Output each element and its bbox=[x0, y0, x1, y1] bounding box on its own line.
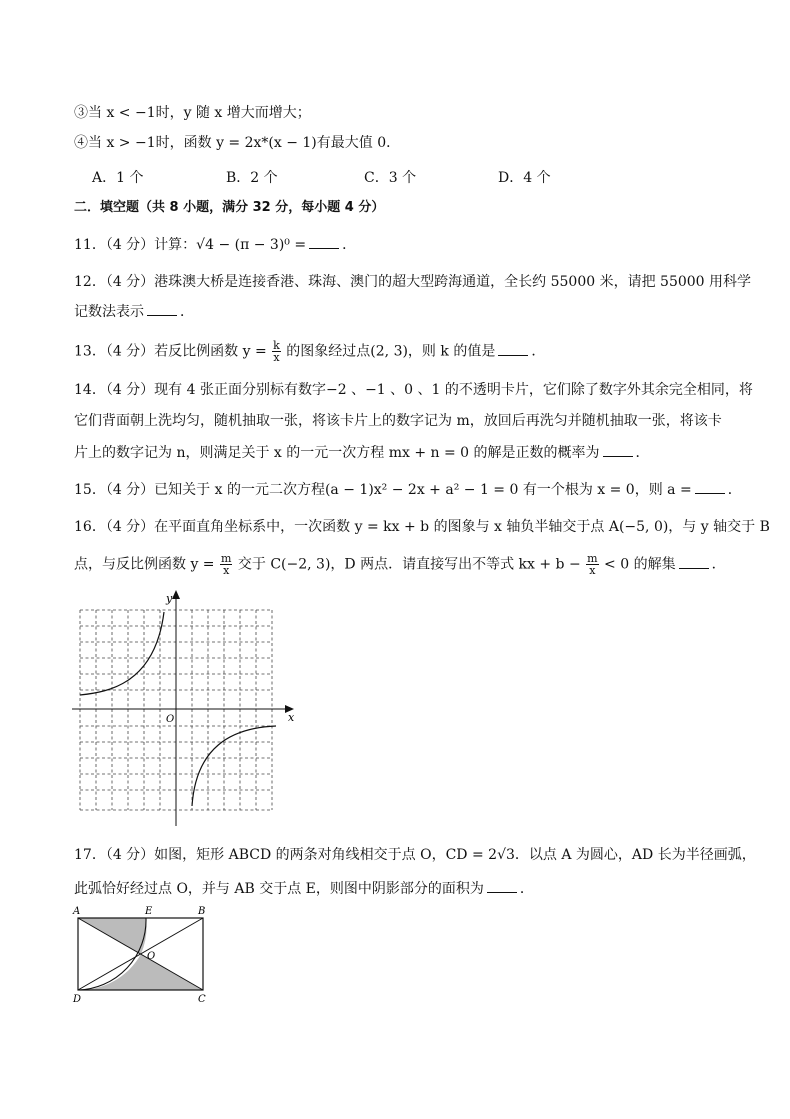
point-label-b: B bbox=[198, 906, 206, 917]
q13-frac-num: k bbox=[273, 339, 280, 352]
question-12-line2: 记数法表示 ． bbox=[74, 304, 194, 320]
q14-answer-blank bbox=[603, 444, 633, 457]
q17-answer-blank bbox=[487, 880, 517, 893]
x-axis-label: x bbox=[288, 711, 295, 724]
q13-post: 的图象经过点(2, 3)，则 k 的值是 bbox=[286, 343, 496, 360]
question-15: 15．（4 分）已知关于 x 的一元二次方程(a − 1)x² − 2x + a² − 1 = 0 有一个根为 x = 0，则 a = ． bbox=[74, 482, 742, 498]
point-label-o: O bbox=[147, 951, 156, 962]
question-17-line2: 此弧恰好经过点 O，并与 AB 交于点 E，则图中阴影部分的面积为 ． bbox=[74, 881, 534, 897]
q16-answer-blank bbox=[679, 556, 709, 569]
q12-answer-blank bbox=[147, 303, 177, 316]
q17-line2-text: 此弧恰好经过点 O，并与 AB 交于点 E，则图中阴影部分的面积为 bbox=[74, 881, 484, 897]
question-12-line1: 12．（4 分）港珠澳大桥是连接香港、珠海、澳门的超大型跨海通道，全长约 55000 米，请把 55000 用科学 bbox=[74, 274, 752, 290]
shaded-region-bottom bbox=[78, 954, 203, 990]
q16-coordinate-graph bbox=[70, 588, 300, 828]
q16-frac2-den: x bbox=[589, 564, 596, 577]
q12-line2-text: 记数法表示 bbox=[74, 304, 144, 320]
q17-rectangle-figure bbox=[70, 903, 220, 1005]
question-14-line3: 片上的数字记为 n，则满足关于 x 的一元一次方程 mx + n = 0 的解是正数的概率为 ． bbox=[74, 445, 650, 461]
question-14-line2: 它们背面朝上洗均匀，随机抽取一张，将该卡片上的数字记为 m，放回后再洗匀并随机抽取一张，将该卡 bbox=[74, 413, 722, 429]
question-11: 11．（4 分）计算：√4 − (π − 3)⁰ = ． bbox=[74, 237, 357, 253]
origin-label: O bbox=[166, 714, 175, 725]
option-c: C．3 个 bbox=[364, 170, 417, 186]
hyperbola-branch-lower-right bbox=[192, 726, 276, 806]
statement-3: ③当 x < −1时，y 随 x 增大而增大； bbox=[74, 105, 311, 121]
point-label-c: C bbox=[198, 994, 206, 1005]
q13-answer-blank bbox=[498, 343, 528, 356]
q16-line2-mid: 交于 C(−2, 3)，D 两点．请直接写出不等式 kx + b − bbox=[237, 556, 581, 573]
section-title-fill-in: 二．填空题（共 8 小题，满分 32 分，每小题 4 分） bbox=[74, 200, 385, 215]
q13-frac-den: x bbox=[273, 351, 280, 364]
question-14-line1: 14．（4 分）现有 4 张正面分别标有数字−2 、−1 、0 、1 的不透明卡片，它们除了数字外其余完全相同，将 bbox=[74, 382, 753, 398]
question-13: 13．（4 分）若反比例函数 y = $\frac{k}{x}$ 的图象经过点(2, 3)，则 k 的值是 ． bbox=[74, 339, 546, 364]
statement-4: ④当 x > −1时，函数 y = 2x*(x − 1)有最大值 0． bbox=[74, 135, 401, 151]
option-b: B．2 个 bbox=[226, 170, 278, 186]
question-16-line1: 16．（4 分）在平面直角坐标系中，一次函数 y = kx + b 的图象与 x 轴负半轴交于点 A(−5, 0)，与 y 轴交于 B bbox=[74, 519, 770, 535]
point-label-e: E bbox=[145, 906, 153, 917]
q11-label: 11．（4 分）计算： bbox=[74, 237, 197, 253]
q16-frac2-num: m bbox=[587, 552, 598, 565]
option-a: A．1 个 bbox=[92, 170, 144, 186]
point-label-a: A bbox=[73, 906, 81, 917]
q11-answer-blank bbox=[309, 236, 339, 249]
q14-line3-text: 片上的数字记为 n，则满足关于 x 的一元一次方程 mx + n = 0 的解是正数的概率为 bbox=[74, 445, 600, 461]
option-d: D．4 个 bbox=[498, 170, 551, 186]
q16-frac1-den: x bbox=[223, 564, 230, 577]
q16-frac1-num: m bbox=[221, 552, 232, 565]
point-label-d: D bbox=[73, 994, 82, 1005]
q11-expression: √4 − (π − 3)⁰ = bbox=[196, 237, 307, 253]
q15-text: 15．（4 分）已知关于 x 的一元二次方程(a − 1)x² − 2x + a² − 1 = 0 有一个根为 x = 0，则 a = bbox=[74, 482, 692, 498]
y-axis-label: y bbox=[166, 592, 173, 605]
question-16-line2: 点，与反比例函数 y = $\frac{m}{x}$ 交于 C(−2, 3)，D 两点．请直接写出不等式 kx + b − $\frac{m}{x}$ < 0 的解集 ． bbox=[74, 552, 726, 577]
q16-fraction-1 bbox=[220, 553, 232, 576]
hyperbola-branch-upper-left bbox=[80, 612, 164, 695]
q16-line2-pre: 点，与反比例函数 y = bbox=[74, 556, 215, 573]
q16-fraction-2 bbox=[586, 553, 598, 576]
y-axis-arrow bbox=[172, 590, 180, 599]
q15-answer-blank bbox=[695, 481, 725, 494]
q16-line2-post: < 0 的解集 bbox=[604, 556, 676, 573]
q13-fraction bbox=[272, 340, 281, 363]
q13-pre: 13．（4 分）若反比例函数 y = bbox=[74, 343, 267, 360]
question-17-line1: 17．（4 分）如图，矩形 ABCD 的两条对角线相交于点 O，CD = 2√3．以点 A 为圆心，AD 长为半径画弧， bbox=[74, 847, 756, 863]
